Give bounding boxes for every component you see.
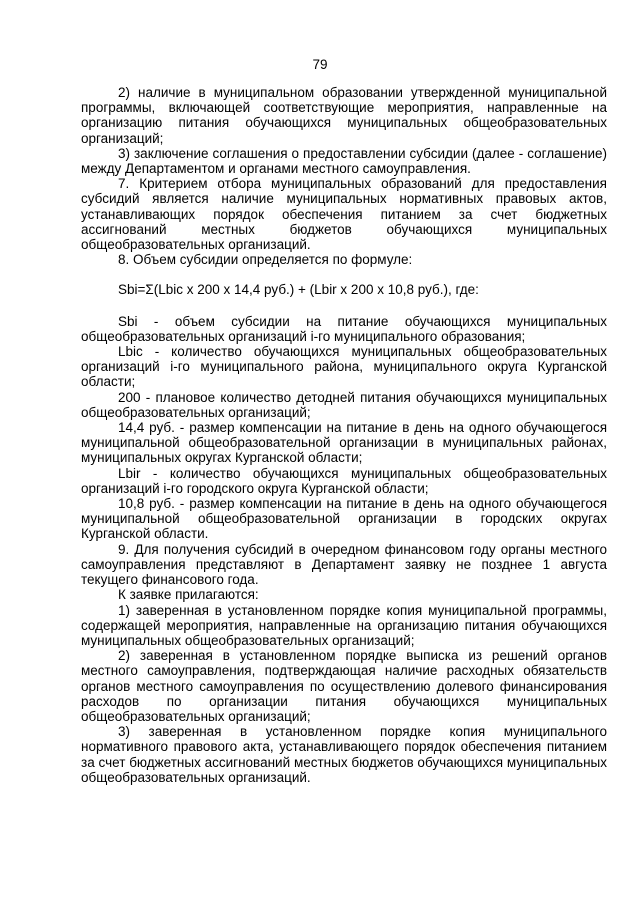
paragraph-item-3: 3) заключение соглашения о предоставлении субсидии (далее - соглашение) между Департаментом и органами местного самоуправления. [81, 145, 607, 177]
attachments-intro: К заявке прилагаются: [118, 587, 259, 603]
document-body [81, 85, 607, 785]
paragraph-item-2: 2) наличие в муниципальном образовании утвержденной муниципальной программы, включающей соответствующие мероприятия, направленные на организацию питания обучающихся муниципальных общеобразовательных организаций; [81, 85, 607, 146]
definition-14-4: 14,4 руб. - размер компенсации на питание в день на одного обучающегося муниципальной общеобразовательной организации в муниципальных районах, муниципальных округах Курганской области; [81, 420, 607, 466]
page-number: 79 [312, 57, 328, 72]
attachment-item-2: 2) заверенная в установленном порядке выписка из решений органов местного самоуправления, подтверждающая наличие расходных обязательств органов местного самоуправления по осуществлению долевого финансирования расходов по организации питания обучающихся муниципальных общеобразовательных организаций; [81, 648, 607, 724]
definition-10-8: 10,8 руб. - размер компенсации на питание в день на одного обучающегося муниципальной общеобразовательной организации в городских округах Курганской области. [81, 496, 607, 542]
paragraph-clause-8: 8. Объем субсидии определяется по формуле: [118, 252, 413, 268]
definition-200: 200 - плановое количество детодней питания обучающихся муниципальных общеобразовательных организаций; [81, 389, 607, 420]
definition-lbic: Lbic - количество обучающихся муниципальных общеобразовательных организаций i-го муниципального района, муниципального округа Курганской области; [81, 344, 607, 390]
attachment-item-3: 3) заверенная в установленном порядке копия муниципального нормативного правового акта, устанавливающего порядок обеспечения питанием за счет бюджетных ассигнований местных бюджетов обучающихся муниципальных общеобразовательных организаций. [81, 724, 607, 785]
subsidy-formula: Sbi=Σ(Lbic x 200 x 14,4 руб.) + (Lbir x 200 x 10,8 руб.), где: [118, 282, 479, 298]
definition-sbi: Sbi - объем субсидии на питание обучающихся муниципальных общеобразовательных организаций i-го муниципального образования; [81, 313, 607, 344]
attachment-item-1: 1) заверенная в установленном порядке копия муниципальной программы, содержащей мероприятия, направленные на организацию питания обучающихся муниципальных общеобразовательных организаций; [81, 602, 607, 648]
paragraph-clause-7: 7. Критерием отбора муниципальных образований для предоставления субсидий является наличие муниципальных нормативных правовых актов, устанавливающих порядок обеспечения питанием за счет бюджетных ассигнований местных бюджетов обучающихся муниципальных общеобразовательных организаций. [81, 176, 607, 253]
definition-lbir: Lbir - количество обучающихся муниципальных общеобразовательных организаций i-го городского округа Курганской области; [81, 465, 607, 496]
paragraph-clause-9: 9. Для получения субсидий в очередном финансовом году органы местного самоуправления представляют в Департамент заявку не позднее 1 августа текущего финансового года. [81, 541, 607, 588]
